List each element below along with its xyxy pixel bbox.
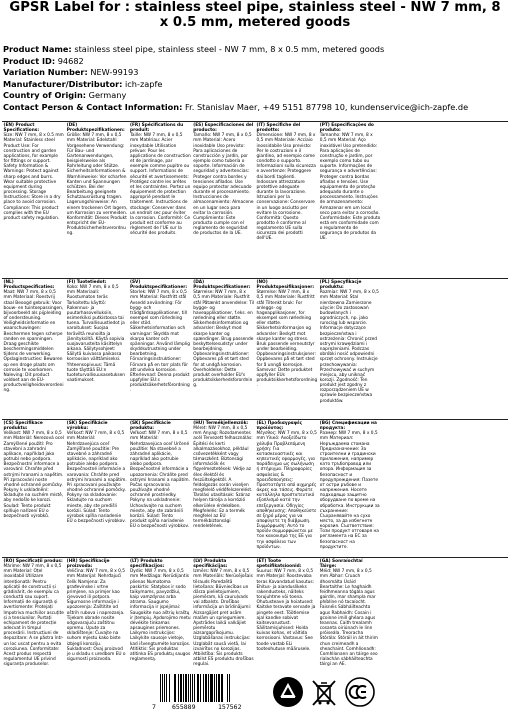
spec-heading: (CS) Specifikace produktu:: [3, 421, 43, 432]
spec-heading: (GA) Sonraíochtaí Táirge:: [319, 559, 363, 570]
info-variation-number: Variation Number: NEW-99193: [3, 67, 139, 78]
barcode-first-digit: 7: [152, 703, 156, 711]
spec-row: [2, 419, 508, 557]
spec-text: Izmērs: NW 7 mm, 8 x 0,5 mm Materiāls: Nerūsējošais tērauds Paredzētā lietošana: Būvniecības un dārza pielietojumiem, piemēram, kā cauruļvads vai atbalsts. Drošības informācija un brīdinājumi: Aizsargājiet pret asām malām un spriegumiem. Apstrādes laikā valkājiet piemērotu aizsargaprīkojumu. Uzglabāšanas instrukcijas: Uzglabāt sausā vietā, lai izvairītos no korozijas. Atbilstība: Šis produkts atbilst ES produktu drošības regulai.: [193, 569, 254, 668]
spec-text: Méret: NW 7 mm, 8 x 0,5 mm Anyag: Rozsdamentes acél Tervezett felhasználás: Építési és kerti alkalmazásokhoz, például csővezetékként vagy támaszként. Biztonsági információk és figyelmeztetések: Védje az éles élektől és feszültségektől. A feldolgozás során viseljen megfelelő védőfelszerelést. Tárolási utasítások: Száraz helyen tárolja a korrózió elkerülése érdekében. Megfelelés: Ez a termék megfelel az EU termékbiztonsági rendeletének.: [193, 426, 253, 530]
barcode-bars: [160, 674, 258, 702]
spec-cell: [192, 420, 255, 557]
spec-cell: [318, 558, 381, 668]
spec-text: Veličina: NW 7 mm, 8 x 0,5 mm Materijal: Nehrđajući čelik Namjena: Za građevinske i vrtne primjene, na primjer kao cjevovod ili potpora. Sigurnosne informacije i upozorenja: Zaštitite od oštrih rubova i naprezanja. Tijekom obrade nosite odgovarajuću zaštitnu opremu. Upute za skladištenje: Čuvajte na suhom mjestu kako biste izbjegli koroziju. Sukladnost: Ovaj proizvod je u skladu s uredbom EU o sigurnosti proizvoda.: [66, 569, 126, 662]
spec-cell: [65, 122, 128, 278]
spec-cell: [255, 558, 318, 668]
spec-text: Dydis: NW 7 mm, 8 x 0,5 mm Medžiaga: Nerūdijantis plienas Numatoma paskirtis: Statybos ir sodo taikymams, pavyzdžiui, kaip vamzdynas arba atrama. Saugumo informacija ir įspėjimai: Saugokite nuo aštrių kraštų ir įtempių. Apdorojimo metu dėvėkite tinkamas apsaugines priemones. Laikymo instrukcijos: Laikykite sausoje vietoje, kad išvengtumėte korozijos. Atitiktis: Šis produktas atitinka ES produktų saugos reglamentą.: [130, 569, 191, 662]
info-manufacturer: Manufacturer/Distributor: ich-zapfe: [3, 78, 163, 89]
spec-text: Størrelse: NW 7 mm, 8 x 0,5 mm Materiale: Rustfrit stål Påtænkt anvendelse: Til bygge- og haveapplikationer, f.eks. en rørledning eller støtte. Sikkerhedsinformation og advarsler: Beskyt mod skarpe kanter og spændinger. Brug passende beskyttelsesudstyr under bearbejdning. Opbevaringsinstruktioner: Opbevares på et tørt sted for at undgå korrosion. Overholdelse: Dette produkt overholder EU's produktsikkerhedsforordning.: [193, 290, 254, 389]
spec-cell: [2, 122, 65, 278]
title-line-1: GPSR Label for : stainless steel pipe, stainless steel - NW 7 mm, 8: [9, 0, 501, 15]
ean-barcode: [150, 674, 268, 712]
barcode-left-group: 655889: [172, 703, 196, 711]
recycle-steel-icon: [272, 676, 304, 708]
spec-text: Size: NW 7 mm, 8 x 0.5 mm Material: Stainless steel Product Use: For construction and garden applications, for example for fittings or support. Safety Information & Warnings: Protect against sharp edges and burrs. Wear suitable protective equipment during processing. Storage Instructions: Store in a dry place to avoid corrosion. Compliance: This product complies with the EU product safety regulation.: [3, 133, 64, 221]
spec-cell: [65, 279, 128, 419]
spec-cell: [65, 558, 128, 668]
no-waste-bin-icon: [308, 676, 340, 708]
spec-row: [2, 557, 508, 668]
spec-cell: [2, 558, 65, 668]
spec-heading: (RO) Specificații produs:: [3, 559, 63, 564]
spec-text: Méid: NW 7 mm, 8 x 0,5 mm Ábhar: Cruach dhosmálta Úsáid Beartaithe: Le haghaidh feidhmeanna tógála agus gairdín, mar shampla mar phíblíne nó tacaíocht. Faisnéis Sábháilteachta agus Rabhaidh: Cosain i gcoinne imill ghéara agus teannas. Caith trealamh cosanta oiriúnach le linn próiseála. Treoracha Stórála: Stóráil in áit thirim chun creimeadh a sheachaint. Comhlíonadh: Comhlíonann an táirge seo rialachán sábháilteachta táirgí an AE.: [319, 569, 378, 668]
spec-heading: (IT) Specifiche del prodotto:: [256, 123, 301, 134]
spec-heading: (FI) Tuotetiedot:: [66, 280, 107, 285]
spec-cell: [318, 420, 381, 557]
spec-text: Größe: NW 7 mm, 8 x 0,5 mm Material: Edelstahl Vorgesehene Verwendung: Für Bau- und Gartenanwendungen, beispielsweise als Rohrleitung oder Stütze. Sicherheitsinformationen & Warnhinweise: Vor scharfen Kanten und Spannungen schützen. Bei der Bearbeitung geeignete Schutzausrüstung tragen. Lagerungshinweise: An einem trockenen Ort lagern, um Korrosion zu vermeiden. Konformität: Dieses Produkt entspricht der EU-Produktsicherheitsverordnung.: [66, 133, 128, 237]
info-product-name: Product Name: stainless steel pipe, stainless steel - NW 7 mm, 8 x 0.5 mm, metered goods: [3, 44, 385, 54]
info-contact: Contact Person & Contact Information: Fr. Stanislav Maer, +49 5151 87798 10, kundenservice@ich-zapfe.de: [3, 101, 469, 112]
spec-heading: (DA) Produktspecifikationer:: [193, 280, 251, 291]
spec-heading: (BG) Спецификации на продукта:: [319, 421, 377, 432]
spec-text: Suurus: NW 7 mm, 8 x 0,5 mm Materjal: Roostevaba teras Kavandatud kasutus: Ehitus- ja aianduslikeks rakendusteks, näiteks torujuhtme või toena. Ohutusteave ja hoiatused: Kaitske teravate servade ja pingete eest. Töötlemise ajal kandke sobivat kaitsevarustust. Säilitamisjuhised: Hoida kuivas kohas, et vältida korrosiooni. Vastavus: See toode vastab ELi tooteohutuse määrusele.: [256, 569, 316, 652]
spec-text: Tamaño: NW 7 mm, 8 x 0,5 mm Material: Acero inoxidable Uso previsto: Para aplicaciones de construcción y jardín, por ejemplo como tubería o soporte. Información de seguridad y advertencias: Proteger contra bordes y tensiones afilados. Use equipo protector adecuado durante el procesamiento. Instrucciones de almacenamiento: Almacene en un lugar seco para evitar la corrosión. Cumplimiento: Este producto cumple con el reglamento de seguridad de productos de la UE.: [193, 133, 254, 237]
spec-heading: (EL) Προδιαγραφές προϊόντος:: [256, 421, 303, 432]
spec-heading: (PL) Specyfikacje produktu:: [319, 280, 362, 291]
spec-cell: [129, 279, 192, 419]
spec-cell: [255, 122, 318, 278]
spec-heading: (HU) Termékjellemzők:: [193, 421, 249, 426]
spec-text: Dimensione: NW 7 mm, 8 x 0,5 mm Materiale: Acciaio inossidabile Uso previsto: Per le costruzioni e il giardino, ad esempio come condotto o supporto. Informazioni sulla sicurezza e avvertenze: Proteggere dai bordi taglienti. Indossare attrezzature protettive adeguate durante la lavorazione. Istruzioni per la conservazione: Conservare in un luogo asciutto per evitare la corrosione. Conformità: Questo prodotto è conforme al regolamento UE sulla sicurezza dei prodotti dell'UE.: [256, 133, 316, 242]
spec-text: Rozmiar: NW 7 mm, 8 x 0,5 mm Materiał: Stal nierdzewna Zamierzone użycie: Do zastosowań budowlanych i ogrodniczych, np. jako rurociąg lub wsparcie. Informacje dotyczące bezpieczeństwa i ostrzeżenia: Chronić przed ostrymi krawędziami i naprężeniami. Podczas obróbki nosić odpowiedni sprzęt ochronny. Instrukcje przechowywania: Przechowywać w suchym miejscu, aby uniknąć korozji. Zgodność: Ten produkt jest zgodny z rozporządzeniem UE w sprawie bezpieczeństwa produktów.: [319, 290, 379, 404]
spec-heading: (SK) Špecifikácie produktu:: [130, 421, 171, 432]
spec-text: Koko: NW 7 mm, 8 x 0,5 mm Materiaali: Ruostumaton teräs Tarkoitettu käyttö: Rakennus- ja puutarhasovelluksiin, esimerkiksi putkistossa tai tuena. Turvallisuustiedot ja varoitukset: Suojaa teräviltä reunoilta ja jännityksiltä. Käytä sopivia suojavarusteita käsittelyn aikana. Säilytysohjeet: Säilytä kuivassa paikassa korroosion välttämiseksi. Yhteensopivuus: Tämä tuote täyttää EU:n tuoteturvallisuusasetuksen vaatimukset.: [66, 285, 125, 383]
spec-text: Размер: NW 7 mm, 8 x 0,5 mm Материал: Неръждаема стомана Предназначение: За строителни и градински приложения, например като тръбопровод или опора. Информация за безопасност и предупреждения: Пазете от остри ръбове и напрежения. Носете подходящо защитно оборудване по време на обработка. Инструкции за съхранение: Съхранявайте на сухо място, за да избегнете корозия. Съответствие: Този продукт отговаря на регламента на ЕС за безопасност на продуктите.: [319, 431, 380, 550]
spec-cell: [65, 420, 128, 557]
spec-text: Taille: NW 7 mm, 8 x 0,5 mm Matériau: Acier inoxydable Utilisation prévue: Pour les applications de construction et de jardinage, par exemple comme pupitre ou support. Informations de sécurité et avertissements: Protégez contre les arêtes et les contraintes. Portez un équipement de protection approprié pendant le traitement. Instructions de stockage: Conserver dans un endroit sec pour éviter la corrosion. Conformité: Ce produit est conforme au règlement de l'UE sur la sécurité des produits.: [130, 133, 191, 237]
spec-text: Mărime: NW 7 mm, 8 x 0,5 mm Material: Oțel inoxidabil Utilizare intenționată: Pentru aplicații de construcții și grădinărit, de exemplu ca conductă sau suport. Informații de siguranță și avertismente: Protejați împotriva muchiilor ascuțite și a tensiunilor. Purtați echipament de protecție adecvat în timpul procesării. Instrucțiuni de depozitare: A se păstra într-un loc uscat pentru a evita coroziunea. Conformitate: Acest produs respectă regulamentul UE privind siguranța produselor.: [3, 564, 64, 668]
spec-cell: [192, 558, 255, 668]
spec-cell: [255, 279, 318, 419]
spec-heading: (PT) Especificações do produto:: [319, 123, 374, 134]
spec-heading: (LT) Produkto specifikacijos:: [130, 559, 165, 570]
spec-cell: [129, 122, 192, 278]
spec-text: Veľkosť: NW 7 mm, 8 x 0,5 mm Materiál: Nehrdzavejúca oceľ Zamýšľané použitie: Pre stavebné a záhradné aplikácie, napríklad ako potrubie alebo podpera. Bezpečnostné informácie a varovania: Chráňte pred ostrými hranami a napätím. Pri spracovaní používajte vhodné ochranné pomôcky. Pokyny na skladovanie: Skladujte na suchom mieste, aby ste predišli korózii. Súlad: Tento výrobok spĺňa nariadenie EÚ o bezpečnosti výrobkov.: [66, 431, 127, 524]
spec-heading: (ES) Especificaciones del producto:: [193, 123, 254, 134]
spec-text: Størrelse: NW 7 mm, 8 x 0,5 mm Materiale: Rustfritt stål Tiltenkt bruk: For anleggs- og hageapplikasjoner, for eksempel som rørledning eller støtte. Sikkerhetsinformasjon og advarsler: Beskytt mot skarpe kanter og stress. Bruk passende verneutstyr under bearbeiding. Oppbevaringsinstruksjoner: Oppbevares på et tørt sted for å unngå korrosjon. Samsvar: Dette produktet oppfyller EUs produktsikkerhetsforordning.: [256, 290, 318, 389]
ce-mark-icon: [344, 676, 376, 708]
spec-cell: [2, 279, 65, 419]
spec-cell: [318, 279, 381, 419]
spec-text: Veľkosť: NW 7 mm, 8 x 0,5 mm Materiál: Nehrdzavejúca oceľ Určené použitie: Na stavebné a záhradné aplikácie, napríklad ako potrubie alebo podpora. Bezpečnostné informácie a upozornenia: Chráňte pred ostrými hranami a napätím. Počas spracovania používajte vhodné ochranné prostriedky. Pokyny na uskladnenie: Uchovávajte na suchom mieste, aby ste zabránili korózii. Súlad: Tento produkt spĺňa nariadenie EÚ o bezpečnosti výrobkov.: [130, 431, 190, 530]
barcode-right-group: 157562: [218, 703, 242, 711]
spec-cell: [192, 122, 255, 278]
spec-heading: (SK) Špecifikácie výrobku:: [66, 421, 108, 432]
spec-heading: (EN) Product Specifications:: [3, 123, 40, 134]
title-line-2: x 0.5 mm, metered goods: [159, 15, 351, 30]
spec-cell: [255, 420, 318, 557]
spec-text: Maat: NW 7 mm, 8 x 0,5 mm Materiaal: Roestvrij staal Beoogd gebruik: Voor bouw- en tuintoepassingen, bijvoorbeeld als pijpleiding of ondersteuning. Veiligheidsinformatie en waarschuwingen: Beschermen tegen scherpe randen en spanningen. Draag geschikte beschermingsmiddelen tijdens de verwerking. Opslaginstructies: Bewaren op een droge plaats om corrosie te voorkomen. Naleving: Dit product voldoet aan de EU-productveiligheidsverordening.: [3, 290, 64, 394]
spec-cell: [2, 420, 65, 557]
spec-text: Velikost: NW 7 mm, 8 x 0,5 mm Materiál: Nerezová ocel Zamýšlené použití: Pro stavební a zahradní aplikace, například jako potrubí nebo podpora. Bezpečnostní informace a varování: Chraňte před ostrými hranami a napětím. Při zpracování noste vhodné ochranné pomůcky. Pokyny k uskladnění: Skladujte na suchém místě, aby nedošlo ke korozi. Soulad: Tento produkt splňuje nařízení EU o bezpečnosti výrobků.: [3, 431, 64, 519]
spec-text: Tamanho: NW 7 mm, 8 x 0,5 mm Material: Aço inoxidável Uso pretendido: Para aplicações de construção e jardim, por exemplo como tubo ou suporte. Informações de segurança e advertências: Proteger contra bordas afiadas e tensões. Use equipamento de proteção adequado durante o processamento. Instruções de armazenamento: Armazenar em um local seco para evitar a corrosão. Conformidade: Este produto está em conformidade com o regulamento de segurança de produtos da UE.: [319, 133, 381, 242]
spec-text: Μέγεθος: NW 7 mm, 8 x 0,5 mm Υλικό: Ανοξείδωτο χάλυβα Προβλεπόμενη χρήση: Για κατασκευαστικές και κηπευτικές εφαρμογές, για παράδειγμα ως σωλήνωση ή στήριγμα. Πληροφορίες ασφαλείας & προειδοποιήσεις: Προστατέψτε από αιχμηρές άκρες και τάσεις. Φοράτε κατάλληλο προστατευτικό εξοπλισμό κατά την επεξεργασία. Οδηγίες αποθήκευσης: Αποθηκεύστε σε ξηρό μέρος για να αποφύγετε τη διάβρωση. Συμμόρφωση: Αυτό το προϊόν συμμορφώνεται με τον κανονισμό της ΕΕ για την ασφάλεια των προϊόντων.: [256, 431, 317, 550]
spec-text: Storlek: NW 7 mm, 8 x 0,5 mm Material: Rostfritt stål Avsedd användning: För bygg- och trädgårdsapplikationer, till exempel som rörledning eller stöd. Säkerhetsinformation och varningar: Skydda mot skarpa kanter och spänningar. Använd lämplig skyddsutrustning under bearbetning. Förvaringsinstruktioner: Förvara på en torr plats för att undvika korrosion. Efterlevnad: Denna produkt uppfyller EU:s produktsäkerhetsförordning.: [130, 290, 190, 394]
compliance-icons: [272, 676, 376, 710]
spec-heading: (LV) Produkta specifikācijas:: [193, 559, 228, 570]
spec-heading: (FR) Spécifications du produit:: [130, 123, 184, 134]
spec-cell: [318, 122, 381, 278]
spec-heading: (DE) Produktspezifikationen:: [66, 123, 125, 134]
spec-cell: [192, 279, 255, 419]
language-spec-grid: [2, 121, 508, 668]
spec-heading: (HR) Specifikacije proizvoda:: [66, 559, 110, 570]
spec-heading: (SV) Produktspecifikationer:: [130, 280, 188, 291]
spec-heading: (NO) Produktspesifikasjoner:: [256, 280, 315, 291]
label-title: [0, 0, 510, 30]
info-country-of-origin: Country of Origin: Germany: [3, 90, 127, 101]
spec-row: [2, 278, 508, 419]
spec-cell: [129, 420, 192, 557]
info-product-id: Product ID: 94682: [3, 55, 84, 66]
product-info: [3, 44, 508, 114]
spec-row: [2, 121, 508, 278]
spec-heading: (ET) Toote spetsifikatsioonid:: [256, 559, 302, 570]
spec-heading: (NL) Productspecificaties:: [3, 280, 55, 291]
spec-cell: [129, 558, 192, 668]
